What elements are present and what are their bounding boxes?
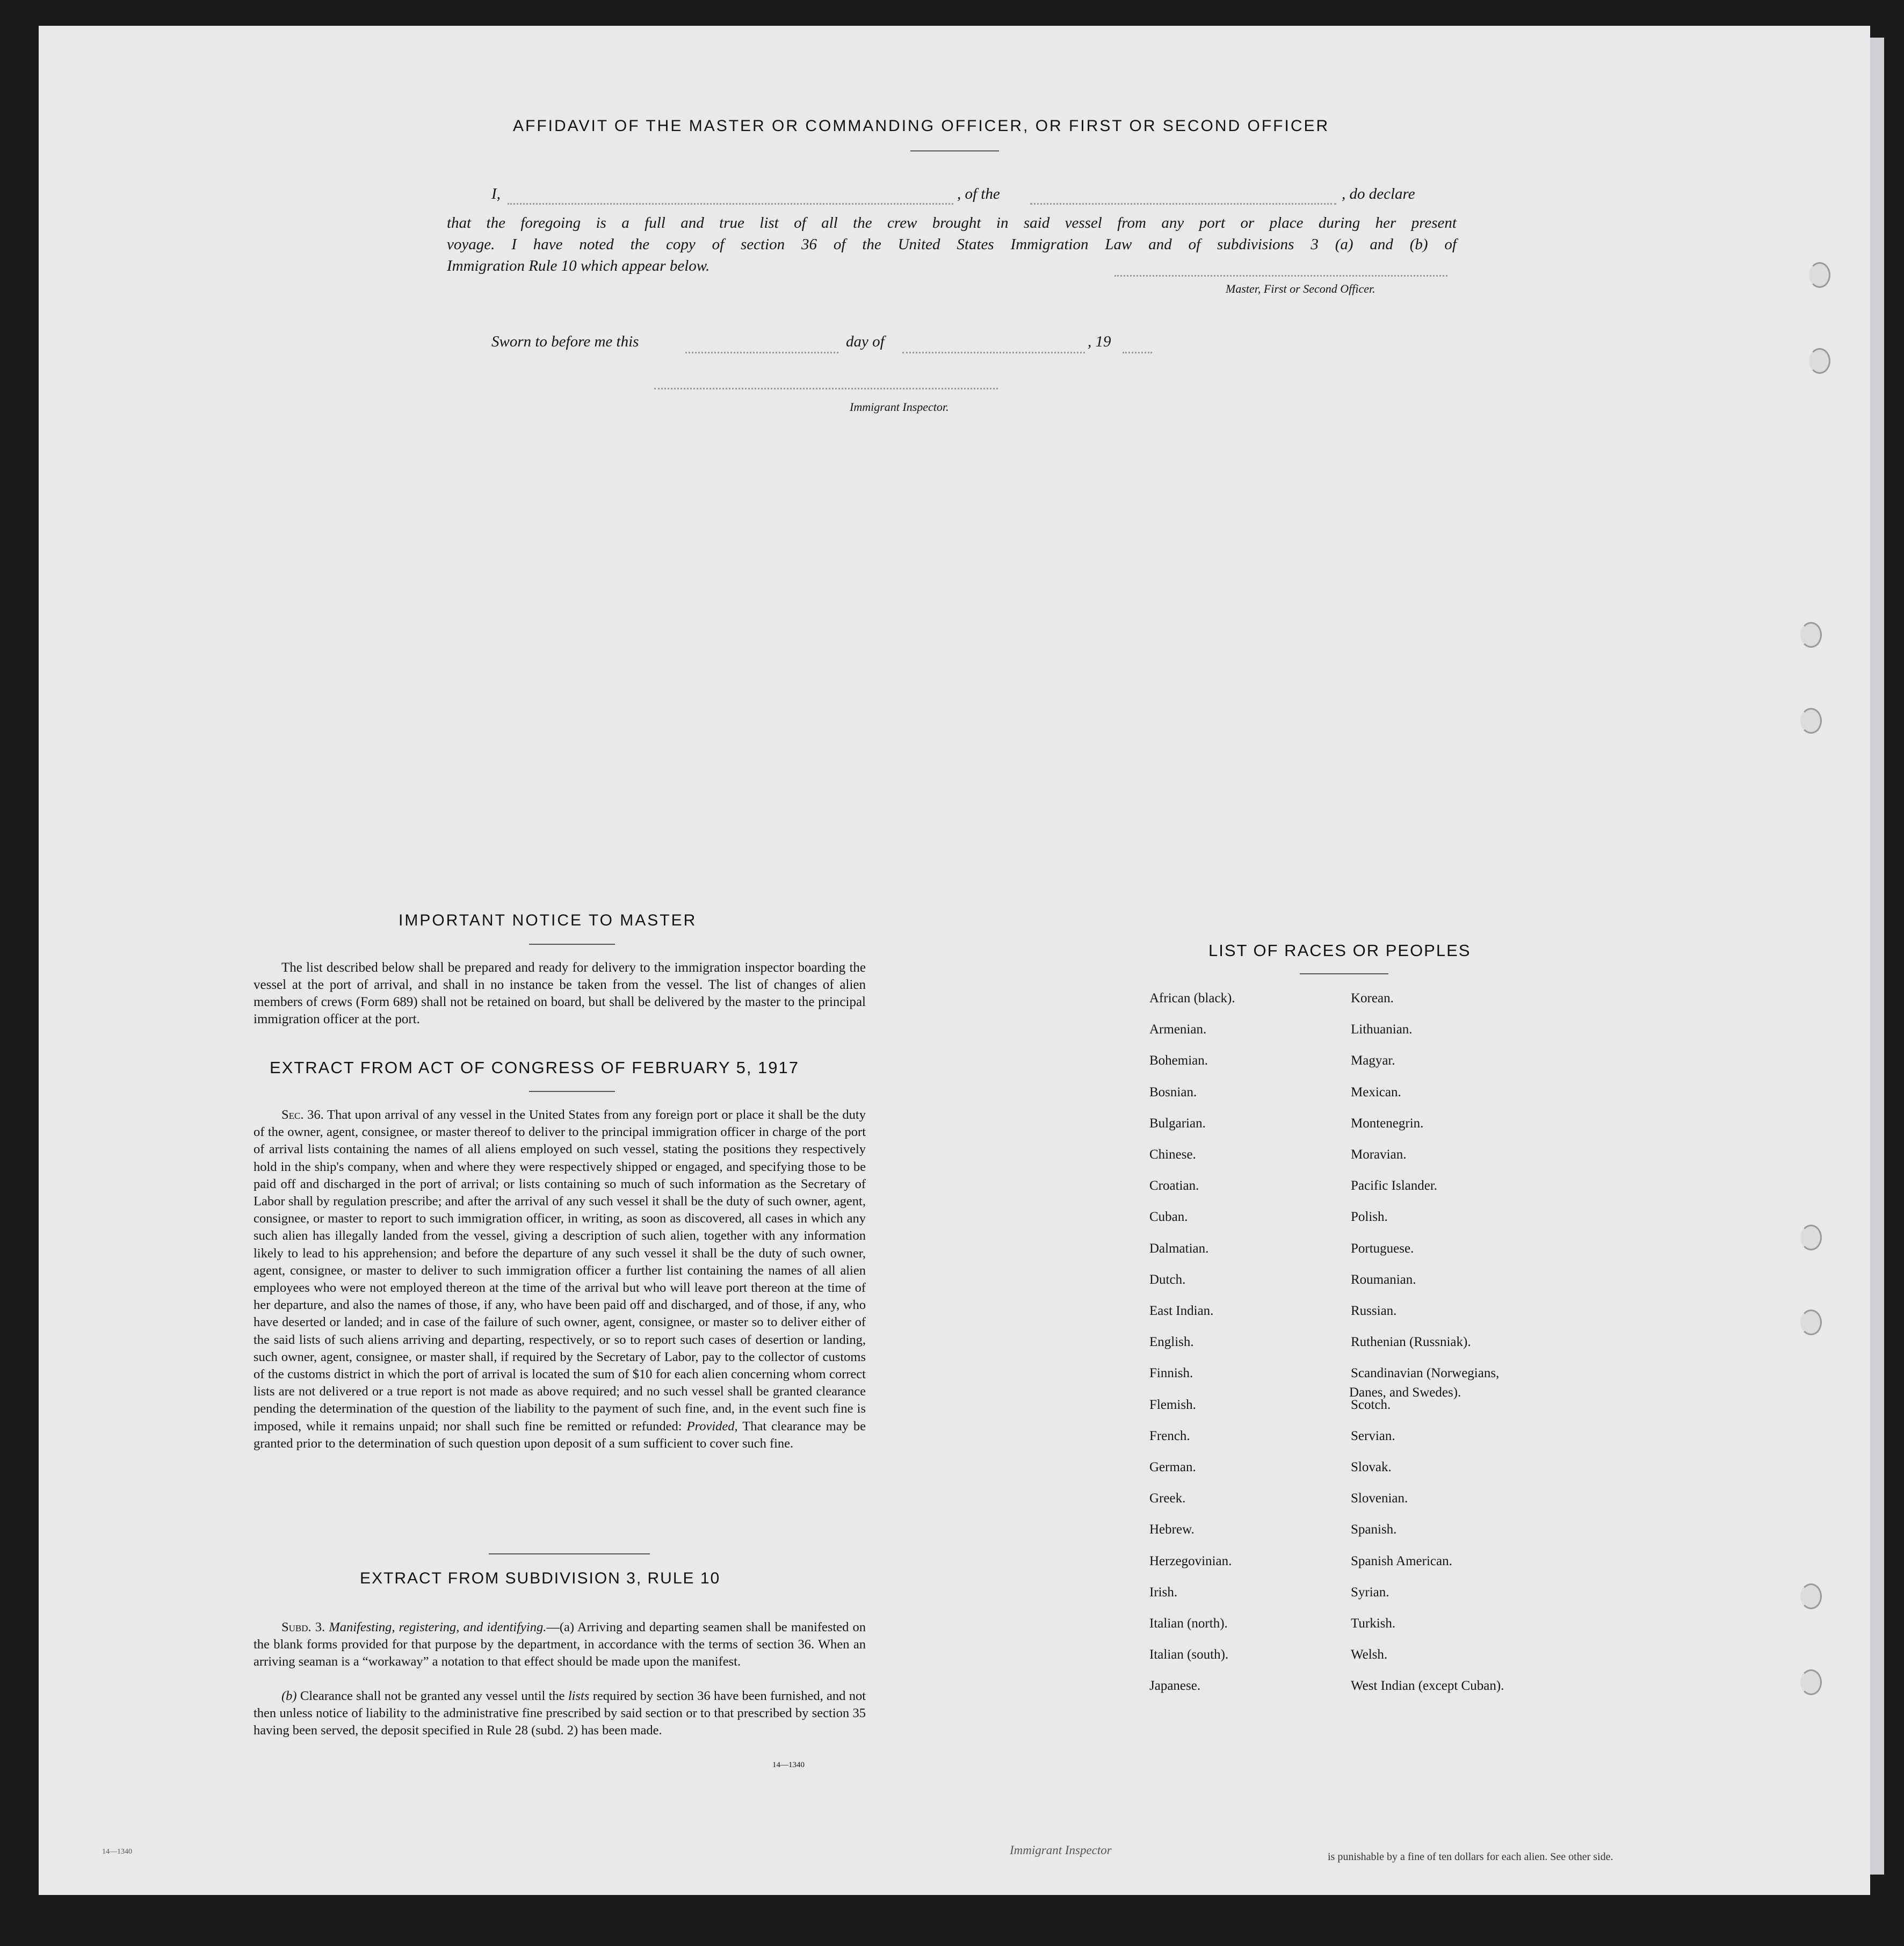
race-item: Spanish American.	[1351, 1554, 1452, 1568]
section-label: Sec. 36.	[281, 1108, 324, 1122]
race-item: French.	[1149, 1429, 1190, 1443]
race-item: Hebrew.	[1149, 1522, 1194, 1537]
sworn-day-field[interactable]	[685, 352, 838, 353]
notice-text: The list described below shall be prepared and ready for delivery to the immigration inspector boarding the vessel at the port of arrival, and shall in no instance be taken from the vessel. The list of changes of alien members of crews (Form 689) shall not be retained on board, but shall be delivered by the master to the principal immigration officer at the port.	[254, 960, 866, 1026]
race-item: Chinese.	[1149, 1147, 1196, 1162]
sworn-label: Sworn to before me this	[491, 333, 639, 350]
vessel-blank-field[interactable]	[1030, 203, 1336, 205]
race-item: Finnish.	[1149, 1366, 1193, 1380]
race-item: Korean.	[1351, 991, 1394, 1005]
race-item: Roumanian.	[1351, 1272, 1416, 1287]
divider	[910, 150, 999, 151]
race-item: Mexican.	[1351, 1085, 1401, 1099]
sworn-month-field[interactable]	[902, 352, 1085, 353]
race-item: Bohemian.	[1149, 1053, 1208, 1068]
race-item: Turkish.	[1351, 1616, 1396, 1631]
sworn-year-field[interactable]	[1123, 352, 1152, 353]
race-item: Spanish.	[1351, 1522, 1397, 1537]
race-item: Pacific Islander.	[1351, 1178, 1438, 1193]
footer-fine-note: is punishable by a fine of ten dollars for each alien. See other side.	[1328, 1851, 1613, 1863]
race-item: Syrian.	[1351, 1585, 1389, 1600]
race-item: Montenegrin.	[1351, 1116, 1424, 1131]
binder-hole-icon	[1800, 622, 1822, 648]
race-item: Japanese.	[1149, 1679, 1201, 1693]
race-item: Lithuanian.	[1351, 1022, 1413, 1037]
affidavit-line-3: Immigration Rule 10 which appear below.	[447, 257, 710, 274]
races-heading: LIST OF RACES OR PEOPLES	[1208, 941, 1471, 960]
affidavit-of-the-label: , of the	[957, 185, 1000, 202]
race-item: Flemish.	[1149, 1398, 1196, 1412]
affidavit-i-label: I,	[491, 185, 501, 202]
divider	[1300, 973, 1388, 974]
subd-label: Subd. 3.	[281, 1620, 325, 1634]
binder-hole-icon	[1800, 1310, 1822, 1335]
act-extract-text	[254, 1106, 866, 1452]
binder-hole-icon	[1809, 262, 1830, 288]
act-extract-heading: EXTRACT FROM ACT OF CONGRESS OF FEBRUARY 5, 1917	[270, 1058, 800, 1077]
rule-subd-a-text	[254, 1619, 866, 1670]
race-item: Armenian.	[1149, 1022, 1207, 1037]
master-signature-caption: Master, First or Second Officer.	[1226, 282, 1375, 295]
binder-hole-icon	[1800, 1583, 1822, 1609]
race-item: Scotch.	[1351, 1398, 1391, 1412]
race-item: East Indian.	[1149, 1304, 1214, 1318]
race-item: German.	[1149, 1460, 1196, 1474]
binder-hole-icon	[1800, 1669, 1822, 1695]
affidavit-declare-label: , do declare	[1342, 185, 1415, 202]
footer-inspector-bleed: Immigrant Inspector	[1010, 1843, 1112, 1857]
race-item: Cuban.	[1149, 1210, 1188, 1224]
master-signature-field[interactable]	[1114, 275, 1447, 277]
inspector-caption: Immigrant Inspector.	[850, 400, 949, 414]
race-item: Greek.	[1149, 1491, 1186, 1506]
binder-hole-icon	[1809, 348, 1830, 374]
affidavit-line-2: voyage. I have noted the copy of section 36 of the United States Immigration Law and of subdivisions 3 (a) and (b) of	[447, 236, 1457, 253]
year-label: , 19	[1088, 333, 1111, 350]
rule-subd-b-text	[254, 1688, 866, 1739]
subd-b-text-2: required by section 36 have been furnished, and not then unless notice of liability to the administrative fine prescribed by said section or to that prescribed by section 35 having been served, the deposit specified in Rule 28 (subd. 2) has been made.	[254, 1689, 866, 1738]
race-item: Welsh.	[1351, 1647, 1388, 1662]
race-item: Polish.	[1351, 1210, 1388, 1224]
race-item: Italian (south).	[1149, 1647, 1229, 1662]
race-item: Bulgarian.	[1149, 1116, 1206, 1131]
affidavit-heading: AFFIDAVIT OF THE MASTER OR COMMANDING OFFICER, OR FIRST OR SECOND OFFICER	[513, 117, 1330, 135]
inspector-signature-field[interactable]	[654, 388, 998, 389]
name-blank-field[interactable]	[508, 203, 953, 205]
binder-hole-icon	[1800, 708, 1822, 734]
race-item: Scandinavian (Norwegians,	[1351, 1366, 1500, 1380]
divider	[529, 1091, 615, 1092]
divider	[489, 1553, 650, 1554]
subd-b-lists: lists	[568, 1689, 590, 1703]
race-item: Slovenian.	[1351, 1491, 1408, 1506]
subd-b-text-1: Clearance shall not be granted any vessel until the	[300, 1689, 565, 1703]
race-item: Italian (north).	[1149, 1616, 1228, 1631]
race-item: Ruthenian (Russniak).	[1351, 1335, 1471, 1349]
race-item: African (black).	[1149, 991, 1235, 1005]
race-item: Moravian.	[1351, 1147, 1407, 1162]
race-item: Russian.	[1351, 1304, 1397, 1318]
race-item: Magyar.	[1351, 1053, 1395, 1068]
race-item: Slovak.	[1351, 1460, 1392, 1474]
race-item: Irish.	[1149, 1585, 1178, 1600]
form-number: 14—1340	[772, 1761, 805, 1769]
race-item: Portuguese.	[1351, 1241, 1414, 1256]
provided-label: Provided,	[686, 1419, 738, 1434]
day-of-label: day of	[846, 333, 885, 350]
binder-hole-icon	[1800, 1225, 1822, 1250]
section-text: That upon arrival of any vessel in the United States from any foreign port or place it shall be the duty of the owner, agent, consignee, or master thereof to deliver to the principal immigration officer in charge of the port of arrival lists containing the names of all aliens employed on such vessel, stating the positions they respectively hold in the ship's company, when and where they were respectively shipped or engaged, and specifying those to be paid off and discharged in the port of arrival; or lists containing so much of such information as the Secretary of Labor shall by regulation prescribe; and after the arrival of any such vessel it shall be the duty of such owner, agent, consignee, or master to report to such immigration officer, in writing, as soon as discovered, all cases in which any such alien has illegally landed from the vessel, giving a description of such alien, together with any information likely to lead to his apprehension; and before the departure of any such vessel it shall be the duty of such owner, agent, consignee, or master to deliver to such immigration officer a further list containing the names of all alien employees who were not employed thereon at the time of the arrival but who will leave port thereon at the time of her departure, and also the names of those, if any, who have been paid off and discharged, and of those, if any, who have deserted or landed; and in case of the failure of such owner, agent, consignee, or master so to deliver either of the said lists of such aliens arriving and departing, respectively, or so to report such cases of desertion or landing, such owner, agent, consignee, or master shall, if required by the Secretary of Labor, pay to the collector of customs of the customs district in which the port of arrival is located the sum of $10 for each alien concerning whom correct lists are not delivered or a true report is not made as above required; and no such vessel shall be granted clearance pending the determination of the question of the liability to the payment of such fine, and, in the event such fine is imposed, while it remains unpaid; nor shall such fine be remitted or refunded:	[254, 1108, 866, 1434]
rule-extract-heading: EXTRACT FROM SUBDIVISION 3, RULE 10	[360, 1569, 721, 1587]
race-item: English.	[1149, 1335, 1194, 1349]
race-item: Herzegovinian.	[1149, 1554, 1232, 1568]
race-item: Bosnian.	[1149, 1085, 1197, 1099]
notice-heading: IMPORTANT NOTICE TO MASTER	[399, 911, 697, 929]
race-item: Dalmatian.	[1149, 1241, 1209, 1256]
subd-b-label: (b)	[281, 1689, 297, 1703]
section-text-end: That clearance may be granted prior to the determination of such question upon deposit of a sum sufficient to cover such fine.	[254, 1419, 866, 1451]
race-item: West Indian (except Cuban).	[1351, 1679, 1504, 1693]
page-edge	[1870, 38, 1884, 1875]
subd-title: Manifesting, registering, and identifying.	[329, 1620, 547, 1634]
divider	[529, 944, 615, 945]
race-item: Dutch.	[1149, 1272, 1186, 1287]
race-item: Croatian.	[1149, 1178, 1199, 1193]
race-item: Servian.	[1351, 1429, 1395, 1443]
subd-a-text: —(a) Arriving and departing seamen shall be manifested on the blank forms provided for that purpose by the department, in accordance with the terms of section 36. When an arriving seaman is a “workaway” a notation to that effect should be made upon the manifest.	[254, 1620, 866, 1669]
footer-form-number: 14—1340	[102, 1848, 132, 1856]
race-item-continuation: Danes, and Swedes).	[1349, 1385, 1461, 1400]
affidavit-line-1: that the foregoing is a full and true list of all the crew brought in said vessel from any port or place during her present	[447, 214, 1457, 232]
